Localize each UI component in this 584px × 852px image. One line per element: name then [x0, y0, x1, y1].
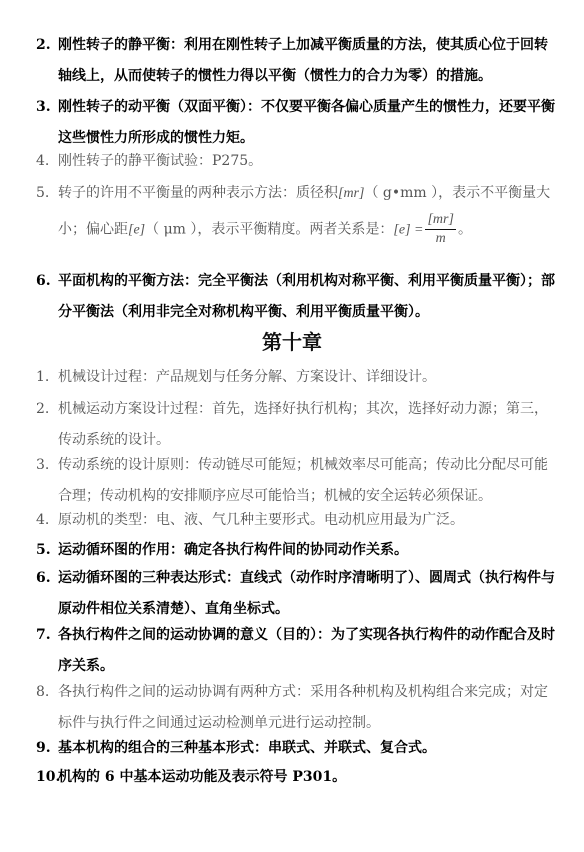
text-segment: 转子的许用不平衡量的两种表示方法：质径积	[58, 185, 338, 201]
item-text: 机构的 6 中基本运动功能及表示符号 P301。	[58, 769, 347, 785]
list-item	[36, 394, 556, 456]
list-item	[36, 677, 556, 739]
item-number: 10.	[36, 769, 61, 785]
item-text	[36, 176, 556, 248]
math-mr: [mr]	[338, 186, 365, 201]
item-text: 刚性转子的静平衡：利用在刚性转子上加减平衡质量的方法，使其质心位于回转轴线上，从而使转子的惯性力得以平衡（惯性力的合力为零）的措施。	[58, 37, 548, 84]
item-text: 刚性转子的动平衡（双面平衡）：不仅要平衡各偏心质量产生的惯性力，还要平衡这些惯性力所形成的惯性力矩。	[58, 99, 555, 146]
item-text: 各执行构件之间的运动协调有两种方式：采用各种机构及机构组合来完成；对定标件与执行件之间通过运动检测单元进行运动控制。	[58, 684, 548, 731]
list-item	[36, 146, 556, 177]
item-text: 机械设计过程：产品规划与任务分解、方案设计、详细设计。	[58, 369, 436, 385]
fraction-denominator: m	[435, 231, 446, 246]
item-number: 3.	[36, 99, 51, 115]
item-number: 3.	[36, 457, 50, 473]
list-item	[36, 505, 556, 536]
item-text: 运动循环图的三种表达形式：直线式（动作时序清晰明了）、圆周式（执行构件与原动件相位关系清楚）、直角坐标式。	[58, 570, 555, 617]
item-number: 2.	[36, 401, 50, 417]
item-number: 2.	[36, 37, 51, 53]
text-segment: ，表示平衡精度。两者关系是：	[197, 221, 394, 238]
item-number: 4.	[36, 153, 50, 169]
item-number: 7.	[36, 627, 51, 643]
equation-left: [e] =	[393, 222, 424, 238]
list-item	[36, 30, 556, 92]
item-text: 刚性转子的静平衡试验：P275。	[58, 153, 263, 169]
item-number: 4.	[36, 512, 50, 528]
fraction	[425, 211, 455, 248]
item-number: 6.	[36, 570, 51, 586]
item-text: 传动系统的设计原则：传动链尽可能短；机械效率尽可能高；传动比分配尽可能合理；传动机构的安排顺序应尽可能恰当；机械的安全运转必须保证。	[58, 457, 548, 504]
text-segment: 。	[457, 221, 472, 238]
list-item	[36, 762, 556, 793]
item-number: 9.	[36, 740, 51, 756]
item-text: 原动机的类型：电、液、气几种主要形式。电动机应用最为广泛。	[58, 512, 464, 528]
item-number: 8.	[36, 684, 50, 700]
list-item	[36, 733, 556, 764]
text-segment: ，表示不平衡量大小；偏心距	[58, 185, 551, 238]
item-text: 平面机构的平衡方法：完全平衡法（利用机构对称平衡、利用平衡质量平衡）；部分平衡法（利用非完全对称机构平衡、利用平衡质量平衡）。	[58, 273, 555, 320]
list-item	[36, 620, 556, 682]
item-number: 5.	[36, 185, 50, 201]
list-item	[36, 176, 556, 248]
math-e: [e]	[128, 222, 146, 238]
list-item	[36, 266, 556, 328]
unit-text: （ μm ）	[145, 221, 198, 238]
item-number: 5.	[36, 542, 51, 558]
unit-text: （ g•mm ）	[364, 185, 439, 201]
list-item	[36, 450, 556, 512]
item-number: 1.	[36, 369, 50, 385]
chapter-title: 第十章	[262, 330, 322, 354]
fraction-numerator: [mr]	[425, 211, 455, 230]
item-text: 各执行构件之间的运动协调的意义（目的）：为了实现各执行构件的动作配合及时序关系。	[58, 627, 555, 674]
item-number: 6.	[36, 273, 51, 289]
item-text: 运动循环图的作用：确定各执行构件间的协同动作关系。	[58, 542, 408, 558]
list-item	[36, 362, 556, 393]
list-item	[36, 92, 556, 154]
list-item	[36, 563, 556, 625]
item-text: 基本机构的组合的三种基本形式：串联式、并联式、复合式。	[58, 740, 436, 756]
item-text: 机械运动方案设计过程：首先，选择好执行机构；其次，选择好动力源；第三，传动系统的设计。	[58, 401, 548, 448]
list-item	[36, 535, 556, 566]
